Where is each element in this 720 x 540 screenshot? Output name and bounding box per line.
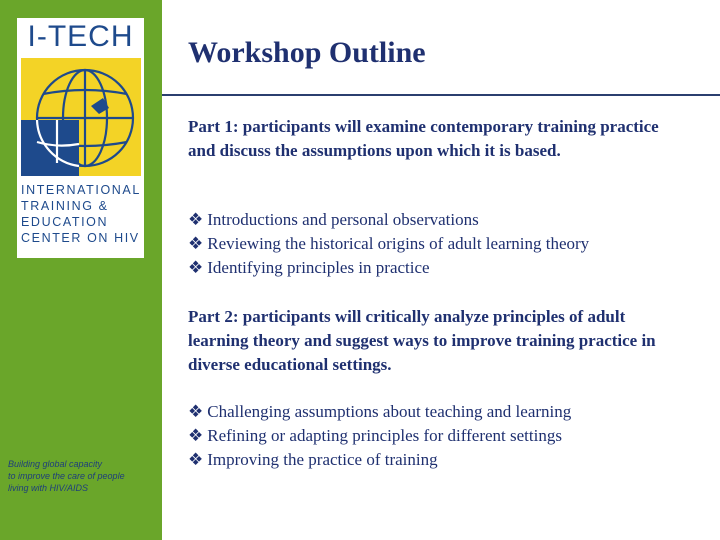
diamond-bullet-icon: ❖ [188, 426, 204, 445]
bullet-text: Refining or adapting principles for different settings [207, 426, 562, 445]
part1-description: Part 1: participants will examine contemporary training practice and discuss the assumptions upon which it is based. [188, 117, 659, 160]
logo-title: I-TECH [27, 20, 134, 53]
part2-description: Part 2: participants will critically analyze principles of adult learning theory and suggest ways to improve training practice in diverse educational settings. [188, 307, 656, 374]
diamond-bullet-icon: ❖ [188, 210, 204, 229]
bullet-text: Improving the practice of training [207, 450, 438, 469]
tagline-line: living with HIV/AIDS [8, 483, 89, 493]
logo-org-line: CENTER ON HIV [21, 231, 140, 245]
tagline-line: Building global capacity [8, 459, 103, 469]
logo-org-name [21, 182, 143, 246]
itech-logo [17, 18, 144, 258]
list-item [188, 400, 708, 424]
list-item [188, 256, 708, 280]
list-item [188, 232, 708, 256]
slide-title: Workshop Outline [188, 36, 426, 69]
logo-org-line: EDUCATION [21, 215, 109, 229]
title-divider [162, 94, 720, 96]
globe-icon [21, 58, 141, 176]
tagline-line: to improve the care of people [8, 471, 125, 481]
diamond-bullet-icon: ❖ [188, 402, 204, 421]
list-item [188, 424, 708, 448]
bullet-text: Identifying principles in practice [207, 258, 430, 277]
bullet-text: Reviewing the historical origins of adult learning theory [207, 234, 590, 253]
diamond-bullet-icon: ❖ [188, 258, 204, 277]
sidebar [0, 0, 162, 540]
list-item [188, 208, 708, 232]
tagline [8, 458, 158, 494]
diamond-bullet-icon: ❖ [188, 234, 204, 253]
list-item [188, 448, 708, 472]
logo-org-line: TRAINING & [21, 199, 109, 213]
diamond-bullet-icon: ❖ [188, 450, 204, 469]
bullet-text: Challenging assumptions about teaching and learning [207, 402, 572, 421]
part2-bullet-list [188, 400, 708, 472]
bullet-text: Introductions and personal observations [207, 210, 479, 229]
part1-bullet-list [188, 208, 708, 280]
logo-org-line: INTERNATIONAL [21, 183, 141, 197]
